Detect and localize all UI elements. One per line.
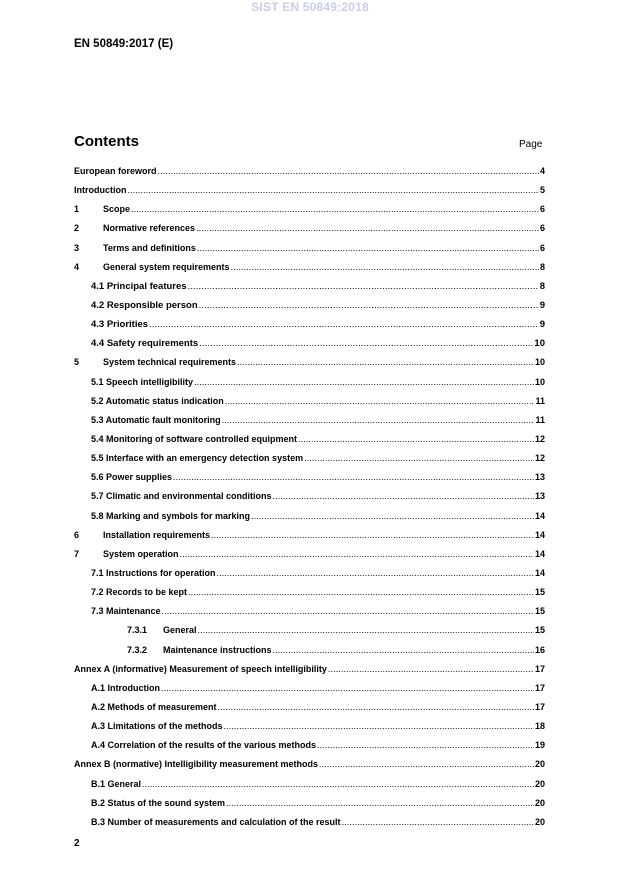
toc-entry-number: 7.3.1	[127, 625, 148, 636]
toc-entry-page: 9	[539, 299, 545, 311]
page-column-label: Page	[519, 139, 543, 150]
document-id: EN 50849:2017 (E)	[74, 38, 174, 50]
toc-entry[interactable]	[74, 338, 545, 357]
toc-entry[interactable]	[74, 702, 545, 721]
toc-entry-title: 5.5 Interface with an emergency detection system	[91, 453, 304, 464]
toc-leader-dots	[319, 759, 534, 769]
toc-entry-title: B.2 Status of the sound system	[91, 797, 226, 808]
toc-leader-dots	[194, 377, 534, 387]
toc-entry[interactable]	[74, 223, 545, 242]
toc-leader-dots	[197, 243, 539, 253]
toc-entry-number: 1	[74, 204, 80, 215]
toc-entry-page: 17	[534, 682, 545, 693]
toc-entry[interactable]	[74, 185, 545, 204]
toc-entry-title: Normative references	[103, 223, 196, 234]
toc-entry[interactable]	[74, 606, 545, 625]
footer-page-number: 2	[74, 838, 80, 849]
toc-entry-page: 16	[534, 644, 545, 655]
toc-entry[interactable]	[74, 587, 545, 606]
toc-leader-dots	[142, 779, 534, 789]
toc-leader-dots	[231, 262, 539, 272]
toc-leader-dots	[222, 415, 535, 425]
toc-leader-dots	[224, 721, 534, 731]
toc-entry[interactable]	[74, 357, 545, 376]
toc-entry-page: 10	[534, 338, 545, 350]
toc-entry-title: System technical requirements	[103, 357, 237, 368]
toc-leader-dots	[198, 625, 534, 635]
toc-entry[interactable]	[74, 759, 545, 778]
toc-entry-page: 15	[534, 587, 545, 598]
toc-entry-page: 13	[534, 472, 545, 483]
toc-entry-page: 15	[534, 606, 545, 617]
toc-entry-page: 15	[534, 625, 545, 636]
toc-entry-title: Annex B (normative) Intelligibility measurement methods	[74, 759, 319, 770]
toc-leader-dots	[128, 185, 539, 195]
toc-entry[interactable]	[74, 625, 545, 644]
toc-leader-dots	[199, 338, 533, 349]
toc-entry[interactable]	[74, 453, 545, 472]
toc-entry-title: 7.1 Instructions for operation	[91, 567, 216, 578]
toc-entry-page: 18	[534, 721, 545, 732]
toc-entry-page: 20	[534, 797, 545, 808]
toc-entry-page: 8	[539, 261, 545, 272]
toc-leader-dots	[298, 434, 534, 444]
toc-entry[interactable]	[74, 798, 545, 817]
toc-entry-title: Annex A (informative) Measurement of speech intelligibility	[74, 663, 327, 674]
toc-leader-dots	[131, 204, 539, 214]
toc-entry-page: 11	[535, 395, 545, 406]
toc-entry-page: 20	[534, 759, 545, 770]
toc-entry-title: 7.2 Records to be kept	[91, 587, 188, 598]
toc-leader-dots	[199, 300, 539, 311]
toc-entry-page: 6	[539, 242, 545, 253]
toc-entry-page: 13	[534, 491, 545, 502]
toc-entry-page: 19	[534, 740, 545, 751]
toc-entry-title: Introduction	[74, 185, 127, 196]
watermark: SIST EN 50849:2018	[251, 0, 369, 14]
toc-entry-title: A.4 Correlation of the results of the various methods	[91, 740, 317, 751]
toc-entry-title: 4.3 Priorities	[91, 319, 149, 331]
toc-entry[interactable]	[74, 779, 545, 798]
toc-entry-title: A.2 Methods of measurement	[91, 701, 217, 712]
toc-entry-title: 5.2 Automatic status indication	[91, 395, 224, 406]
toc-entry-page: 12	[534, 433, 545, 444]
toc-entry[interactable]	[74, 204, 545, 223]
toc-entry[interactable]	[74, 262, 545, 281]
toc-entry-page: 20	[534, 778, 545, 789]
toc-entry-page: 4	[539, 166, 545, 176]
toc-entry[interactable]	[74, 530, 545, 549]
contents-title: Contents	[74, 133, 139, 150]
toc-entry[interactable]	[74, 377, 545, 396]
toc-leader-dots	[226, 798, 534, 808]
toc-entry-number: 7	[74, 548, 80, 559]
toc-entry-page: 14	[534, 510, 545, 521]
toc-entry-page: 5	[539, 185, 545, 196]
toc-leader-dots	[180, 549, 534, 559]
toc-leader-dots	[342, 817, 534, 827]
toc-entry-title: Installation requirements	[103, 529, 211, 540]
toc-entry-title: 4.4 Safety requirements	[91, 338, 199, 350]
toc-leader-dots	[304, 453, 534, 463]
toc-entry-title: 4.1 Principal features	[91, 280, 187, 292]
toc-entry[interactable]	[74, 568, 545, 587]
toc-entry-title: 7.3 Maintenance	[91, 606, 161, 617]
toc-entry-number: 6	[74, 529, 80, 540]
toc-leader-dots	[158, 166, 539, 176]
toc-leader-dots	[317, 740, 534, 750]
toc-entry[interactable]	[74, 511, 545, 530]
toc-leader-dots	[188, 587, 534, 597]
toc-entry-title: 5.7 Climatic and environmental conditions	[91, 491, 272, 502]
toc-entry[interactable]	[74, 472, 545, 491]
toc-leader-dots	[161, 683, 534, 693]
toc-leader-dots	[217, 568, 534, 578]
toc-entry-number: 2	[74, 223, 80, 234]
toc-entry[interactable]	[74, 549, 545, 568]
toc-entry[interactable]	[74, 434, 545, 453]
toc-entry[interactable]	[74, 300, 545, 319]
toc-leader-dots	[273, 491, 534, 501]
toc-entry[interactable]	[74, 281, 545, 300]
toc-leader-dots	[211, 530, 534, 540]
toc-entry-number: 4	[74, 261, 80, 272]
toc-entry-title: A.1 Introduction	[91, 682, 160, 693]
toc-entry[interactable]	[74, 491, 545, 510]
toc-entry-page: 11	[535, 414, 545, 425]
toc-entry-title: Terms and definitions	[103, 242, 196, 253]
toc-entry-page: 10	[534, 376, 545, 387]
toc-entry-title: 5.4 Monitoring of software controlled equipment	[91, 433, 298, 444]
toc-entry-page: 8	[539, 280, 545, 292]
toc-leader-dots	[237, 357, 534, 367]
toc-entry-title: A.3 Limitations of the methods	[91, 721, 223, 732]
toc-entry[interactable]	[74, 645, 545, 664]
toc-entry-page: 14	[534, 548, 545, 559]
toc-entry-page: 6	[539, 204, 545, 215]
toc-leader-dots	[218, 702, 534, 712]
toc-entry[interactable]	[74, 683, 545, 702]
toc-entry-title: Scope	[103, 204, 131, 215]
toc-entry-title: 5.6 Power supplies	[91, 472, 173, 483]
toc-entry-page: 17	[534, 701, 545, 712]
toc-entry-page: 10	[534, 357, 545, 368]
toc-entry-title: 5.8 Marking and symbols for marking	[91, 510, 251, 521]
toc-leader-dots	[273, 645, 534, 655]
toc-entry-page: 17	[534, 663, 545, 674]
toc-entry-title: B.3 Number of measurements and calculation of the result	[91, 816, 341, 827]
toc-entry-page: 14	[534, 567, 545, 578]
toc-entry-number: 5	[74, 357, 80, 368]
toc-entry-title: General	[163, 625, 197, 636]
toc-entry-title: B.1 General	[91, 778, 142, 789]
toc-entry-page: 14	[534, 529, 545, 540]
toc-leader-dots	[149, 319, 539, 330]
toc-leader-dots	[225, 396, 535, 406]
toc-entry-title: Maintenance instructions	[163, 644, 272, 655]
toc-leader-dots	[173, 472, 534, 482]
toc-entry[interactable]	[74, 396, 545, 415]
toc-entry-title: European foreword	[74, 166, 157, 176]
toc-entry-page: 6	[539, 223, 545, 234]
toc-entry[interactable]	[74, 740, 545, 759]
toc-leader-dots	[188, 281, 539, 292]
table-of-contents	[74, 166, 545, 836]
toc-entry-number: 7.3.2	[127, 644, 148, 655]
toc-leader-dots	[328, 664, 534, 674]
toc-entry[interactable]	[74, 243, 545, 262]
toc-entry-title: 4.2 Responsible person	[91, 299, 198, 311]
toc-leader-dots	[251, 511, 534, 521]
toc-entry-page: 20	[534, 816, 545, 827]
toc-leader-dots	[196, 223, 539, 233]
toc-entry[interactable]	[74, 166, 545, 185]
toc-entry[interactable]	[74, 415, 545, 434]
toc-entry-title: System operation	[103, 548, 179, 559]
toc-entry-page: 12	[534, 453, 545, 464]
toc-entry-title: General system requirements	[103, 261, 230, 272]
toc-entry-page: 9	[539, 319, 545, 331]
toc-entry[interactable]	[74, 664, 545, 683]
toc-entry-title: 5.1 Speech intelligibility	[91, 376, 194, 387]
toc-entry[interactable]	[74, 721, 545, 740]
toc-entry[interactable]	[74, 817, 545, 836]
toc-entry[interactable]	[74, 319, 545, 338]
toc-leader-dots	[162, 606, 534, 616]
toc-entry-title: 5.3 Automatic fault monitoring	[91, 414, 221, 425]
toc-entry-number: 3	[74, 242, 80, 253]
